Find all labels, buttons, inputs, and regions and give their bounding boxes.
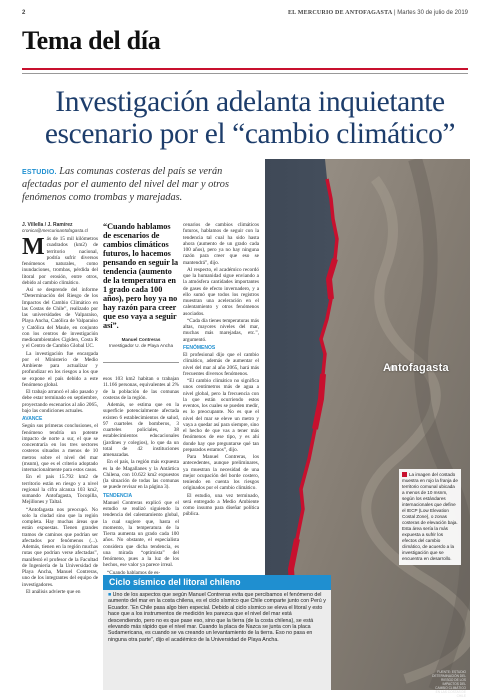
article-subhead: AVANCE	[22, 416, 43, 422]
article-subhead: FENÓMENOS	[183, 344, 216, 351]
section-rule-thin	[22, 73, 468, 74]
lede	[22, 166, 262, 204]
pull-quote: “Cuando hablamos de escenarios de cambios climáticos futuros, lo hacemos pensando en seguir la tendencia (aumento de la temperatura en 1 grado cada 100 años), pero hoy ya no hay razón para creer que eso vaya a seguir así”.	[103, 222, 179, 330]
article-paragraph: “El cambio climático no significa unos centímetros más de agua a nivel global, pero la frecuencia con la que están ocurriendo estos eventos, los cuales se pueden medir, es lo preocupante. No es que el nivel del mar se eleve un metro y vaya a quedar así para siempre, sino el hecho de que vas a tener más fenómenos de ese tipo, y es ahí donde hay que preguntarse qué tan preparados estamos”, dijo.	[183, 378, 259, 453]
quote-attribution	[103, 337, 179, 349]
article-paragraph: En el país 15.792 km2 de territorio están en riesgo y a nivel regional la cifra alcanza 103 km2, sumando Antofagasta, Tocopilla, Mejillones y Taltal.	[22, 474, 98, 506]
article-column-3	[183, 222, 259, 560]
page-header	[22, 8, 468, 20]
quote-divider	[103, 362, 179, 363]
byline	[22, 222, 102, 234]
article-paragraph: Según sus primeras conclusiones, el fenómeno tendría un potente impacto de norte a sur, el que se concentraría en los tres sectores costeros situados a menos de 10 metros sobre el nivel del mar (msnm), que es el criterio adoptado internacionalmente para estos casos.	[22, 423, 98, 473]
byline-email: cronica@mercurioantofagasta.cl	[22, 228, 88, 233]
article-column-1	[22, 236, 98, 690]
article-paragraph: Al respecto, el académico recordó que la humanidad sigue enviando a la atmósfera cantidades importantes de gases de efecto invernadero, y a ello sumó que todos los registros muestran una aceleración en el calentamiento y otros fenómenos asociados.	[183, 266, 259, 317]
page-number: 2	[22, 10, 26, 16]
sidebar-box-text	[108, 592, 326, 643]
sidebar-box-body: Uno de los aspectos que según Manuel Contreras evita que percibamos el fenómeno del aumento del mar en la costa chilena, es el ciclo sísmico que Chile comparte junto con Perú y Ecuador. “En Chile pasa algo bien especial. Debido al ciclo sísmico se eleva el litoral y esto hace que a los instrumentos de medición les parezca que el nivel del mar está descendiendo, pero no es que pase eso, sino que la tierra (de la costa chilena), se está elevando más rápido que el nivel mar. Cuando la placa de Nazca se junta con la placa Sudamericana, es cuando se va creando un levantamiento de la tierra. Eso no pasa en ninguna otra parte”, dijo el académico de la Universidad de Playa Ancha.	[108, 592, 326, 643]
map-credit: FUENTE: ESTUDIO DETERMINACIÓN DEL RIESGO DE LOS IMPACTOS DEL CAMBIO CLIMÁTICO EN LAS COSTAS DE CHILE	[432, 670, 466, 698]
dropcap: M	[22, 236, 45, 260]
quote-role: Investigador U. de Playa Ancha	[108, 343, 174, 348]
article-paragraph: El estudio, una vez terminado, será entregado a Medio Ambiente como insumo para diseñar política pública.	[183, 492, 259, 518]
article-paragraph: Así se desprende del informe “Determinación del Riesgo de los Impactos del Cambio Climático en las Costas de Chile”, realizado por las universidades de Valparaíso, Playa Ancha, Católica de Valparaíso y Católica del Maule, en conjunto con los centros de investigación medioambientales Cigiden, Costa R y el Centro de Cambio Global UC.	[22, 287, 98, 350]
quote-author: Manuel Contreras	[121, 337, 161, 342]
section-title: Tema del día	[22, 26, 161, 55]
sidebar-box-title: Ciclo sísmico del litoral chileno	[103, 575, 331, 590]
map-caption-text: La imagen del costado muestra en rojo la franja de territorio comunal ubicada a menos de 10 msnm, según los estándares internacionales que define el IECP (Low Elevation Costal Zone), o zonas costeras de elevación baja. Esta área sería la más expuesta a sufrir los efectos del cambio climático, de acuerdo a la investigación que se encuentra en desarrollo.	[402, 472, 458, 561]
publication-name: EL MERCURIO DE ANTOFAGASTA	[287, 10, 393, 16]
map-caption	[399, 469, 461, 565]
publication-date: Martes 30 de julio de 2019	[397, 10, 468, 16]
article-paragraph: “Cuando hablamos de es-	[107, 569, 161, 576]
map-city-label: Antofagasta	[383, 362, 449, 374]
bullet-icon: ■	[108, 592, 113, 598]
article-paragraph: esos 103 km2 habitan o trabajan 11.166 personas, equivalentes al 2% de la población de las comunas costeras de la región.	[103, 376, 179, 401]
lede-kicker: ESTUDIO.	[22, 169, 57, 176]
lede-text: Las comunas costeras del país se verán afectadas por el aumento del nivel del mar y otros fenómenos como trombas y marejadas.	[22, 166, 229, 203]
article-paragraph: En el país, la región más expuesta es la de Magallanes y la Antártica Chilena, con 10.622 km2 expuestos (la situación de todas las comunas se puede revisar en la página 3).	[103, 459, 179, 491]
article-paragraph: “Cada día tienes temperaturas más altas, mayores niveles del mar, muchas más marejadas, etc.”, argumentó.	[183, 317, 259, 343]
article-paragraph: El trabajo arrancó el año pasado y debe estar terminado en septiembre, proyectando escenarios al año 2065, bajo las condiciones actuales.	[22, 389, 98, 414]
article-paragraph: El análisis advierte que en	[26, 588, 81, 595]
article-paragraph: cenarios de cambios climáticos futuros, hablamos de seguir con la tendencia tal cual ha sido hasta ahora (aumento de un grado cada 100 años), pero ya no hay ninguna razón para creer que eso se mantendrá”, dijo.	[183, 222, 259, 266]
article-paragraph: ás de 15 mil kilómetros cuadrados (km2) de territorio nacional, podría sufrir diversos fenómenos naturales, como inundaciones, trombas, pérdida del litoral por erosión, entre otros, debido al cambio climático.	[22, 236, 98, 286]
article-paragraph: “Antofagasta nos preocupó. No solo la ciudad sino que la región completa. Hay muchas áreas que están expuestas. Tienen grandes tramos de caminos que podrían ser afectados por fenómenos (...). Además, tienen en la región muchas rutas que podrían verse afectadas”, manifestó el profesor de la Facultad de Ingeniería de la Universidad de Playa Ancha, Manuel Contreras, uno de los integrantes del equipo de investigadores.	[22, 506, 98, 588]
article-paragraph: Para Manuel Contreras, los antecedentes, aunque preliminares, ya muestran la necesidad de una mejor ocupación del borde costero, teniendo en cuenta los riesgos originados por el cambio climático.	[183, 454, 259, 492]
publication-info: EL MERCURIO DE ANTOFAGASTA | Martes 30 de julio de 2019	[287, 10, 468, 16]
byline-authors: J. Villella / J. Ramírez	[22, 222, 73, 228]
article-subhead: TENDENCIA	[103, 492, 133, 499]
article-paragraph: El profesional dijo que el cambio climático, además de aumentar el nivel del mar al año 2065, hará más frecuentes diversos fenómenos.	[183, 352, 259, 377]
article-paragraph: La investigación fue encargada por el Ministerio de Medio Ambiente para actualizar y profundizar en los riesgos a los que se expone el país debido a este fenómeno global.	[22, 350, 98, 388]
section-rule	[22, 68, 468, 70]
article-paragraph: Además, se estima que en la superficie potencialmente afectada existen 6 establecimientos de salud, 97 cuarteles de bomberos, 3 cuarteles policiales, 38 establecimientos educacionales (jardines y colegios), lo que da un total de 42 instituciones amenazadas.	[103, 402, 179, 458]
article-paragraph: Manuel Contreras explicó que el estudio se realizó siguiendo la tendencia del calentamiento global, la cual sugiere que, hasta el momento, la temperatura de la Tierra aumenta un grado cada 100 años. No obstante, el especialista considera que dicha tendencia, es una mirada “optimista” del fenómeno, pues a la luz de los hechos, ese valor ya parece irreal.	[103, 499, 179, 569]
legend-swatch	[402, 472, 407, 477]
headline: Investigación adelanta inquietante escenario por el “cambio climático”	[44, 86, 456, 150]
